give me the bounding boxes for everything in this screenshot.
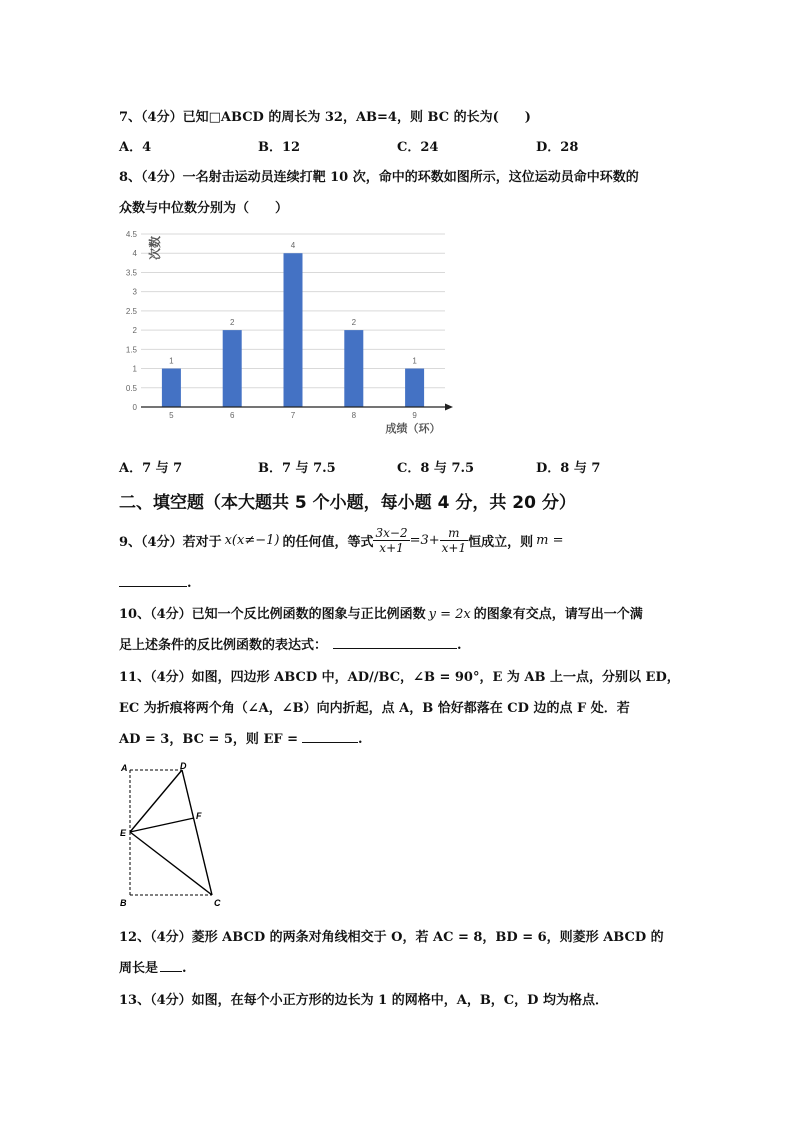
q9-answer-blank[interactable] [119,574,187,587]
y-tick-label: 1 [132,364,137,374]
x-tick-label: 9 [412,411,417,420]
chart-bars [162,241,424,407]
bar [405,369,424,407]
q13-text: 13、（4分）如图，在每个小正方形的边长为 1 的网格中，A，B，C，D 均为格点． [119,993,608,1008]
q9-condition: x(x≠−1) [224,533,280,548]
x-tick-label: 7 [290,411,296,420]
q11-text-line2: EC 为折痕将两个角（∠A，∠B）向内折起，点 A，B 恰好都落在 CD 边的点 F 处．若 [119,701,630,716]
x-tick-label: 8 [351,411,357,420]
bar [344,330,363,407]
q12-answer-blank[interactable] [160,959,182,972]
x-tick-label: 6 [229,411,235,420]
q8-option-b[interactable]: B．7 与 7.5 [258,461,336,476]
x-axis-label: 成绩（环） [385,423,441,435]
q11-answer-blank[interactable] [302,730,358,743]
y-tick-label: 3.5 [125,268,137,278]
q9-text [119,526,563,555]
q7-option-d[interactable]: D．28 [536,140,579,155]
q7-option-b[interactable]: B．12 [258,140,301,155]
label-b: B [120,898,127,908]
data-label: 4 [290,241,296,251]
label-a: A [121,763,128,773]
data-label: 2 [351,318,357,328]
y-tick-label: 2.5 [125,306,137,316]
label-f: F [196,811,202,821]
q7-option-c[interactable]: C．24 [397,140,439,155]
q9-mid: 的任何值，等式 [282,535,374,550]
q10-text-line2: 足上述条件的反比例函数的表达式： . [119,638,462,653]
data-label: 1 [412,356,417,366]
q9-fraction-1: $\frac{3x-2}{x+1}$ [375,526,408,555]
chart-x-ticks [169,411,417,420]
q9-equals: =3+ [409,533,440,548]
q12-text-line1: 12、（4分）菱形 ABCD 的两条对角线相交于 O，若 AC = 8，BD = 6，则菱形 ABCD 的 [119,930,664,945]
q8-text-line2: 众数与中位数分别为（ ） [119,201,289,216]
q9-fraction-2: $\frac{m}{x+1}$ [441,526,467,555]
q7-option-a[interactable]: A．4 [119,140,152,155]
q9-prefix: 9、（4分）若对于 [119,535,222,550]
q9-suffix: 恒成立，则 [468,535,534,550]
q10-answer-blank[interactable] [333,636,457,649]
q8-option-d[interactable]: D．8 与 7 [536,461,601,476]
q12-text-line2: 周长是 . [119,961,187,976]
y-tick-label: 4.5 [125,230,137,239]
data-label: 2 [229,318,235,328]
y-axis-label: 次数 [148,235,162,261]
q9-answer-line: . [119,574,192,591]
q8-text-line1: 8、（4分）一名射击运动员连续打靶 10 次，命中的环数如图所示，这位运动员命中环数的 [119,170,639,185]
y-tick-label: 4 [132,249,137,259]
x-axis-arrow [445,404,453,411]
y-tick-label: 2 [132,326,137,336]
q11-text-line3: AD = 3，BC = 5，则 EF = . [119,732,363,747]
bar-chart [115,224,455,442]
q9-target: m = [536,533,564,548]
data-label: 1 [169,356,174,366]
bar [223,330,242,407]
section-heading: 二、填空题（本大题共 5 个小题，每小题 4 分，共 20 分） [119,493,576,513]
y-tick-label: 0 [132,403,137,412]
q7-text: 7、（4分）已知□ABCD 的周长为 32，AB=4，则 BC 的长为( ) [119,110,531,125]
q10-expr: y = 2x [428,607,471,622]
q8-option-a[interactable]: A．7 与 7 [119,461,183,476]
bar [162,369,181,407]
q8-option-c[interactable]: C．8 与 7.5 [397,461,475,476]
bar [284,253,303,407]
chart-y-ticks [126,230,138,412]
q10-text-line1: 10、（4分）已知一个反比例函数的图象与正比例函数 y = 2x 的图象有交点，请写出一个满 [119,607,643,622]
label-e: E [120,828,127,838]
q11-text-line1: 11、（4分）如图，四边形 ABCD 中，AD//BC，∠B = 90°，E 为 AB 上一点，分别以 ED， [119,670,680,685]
label-c: C [214,898,221,908]
y-tick-label: 0.5 [125,383,137,393]
y-tick-label: 3 [132,287,137,297]
q11-geometry-figure [115,760,230,910]
label-d: D [180,761,187,771]
y-tick-label: 1.5 [125,345,137,355]
x-tick-label: 5 [169,411,174,420]
